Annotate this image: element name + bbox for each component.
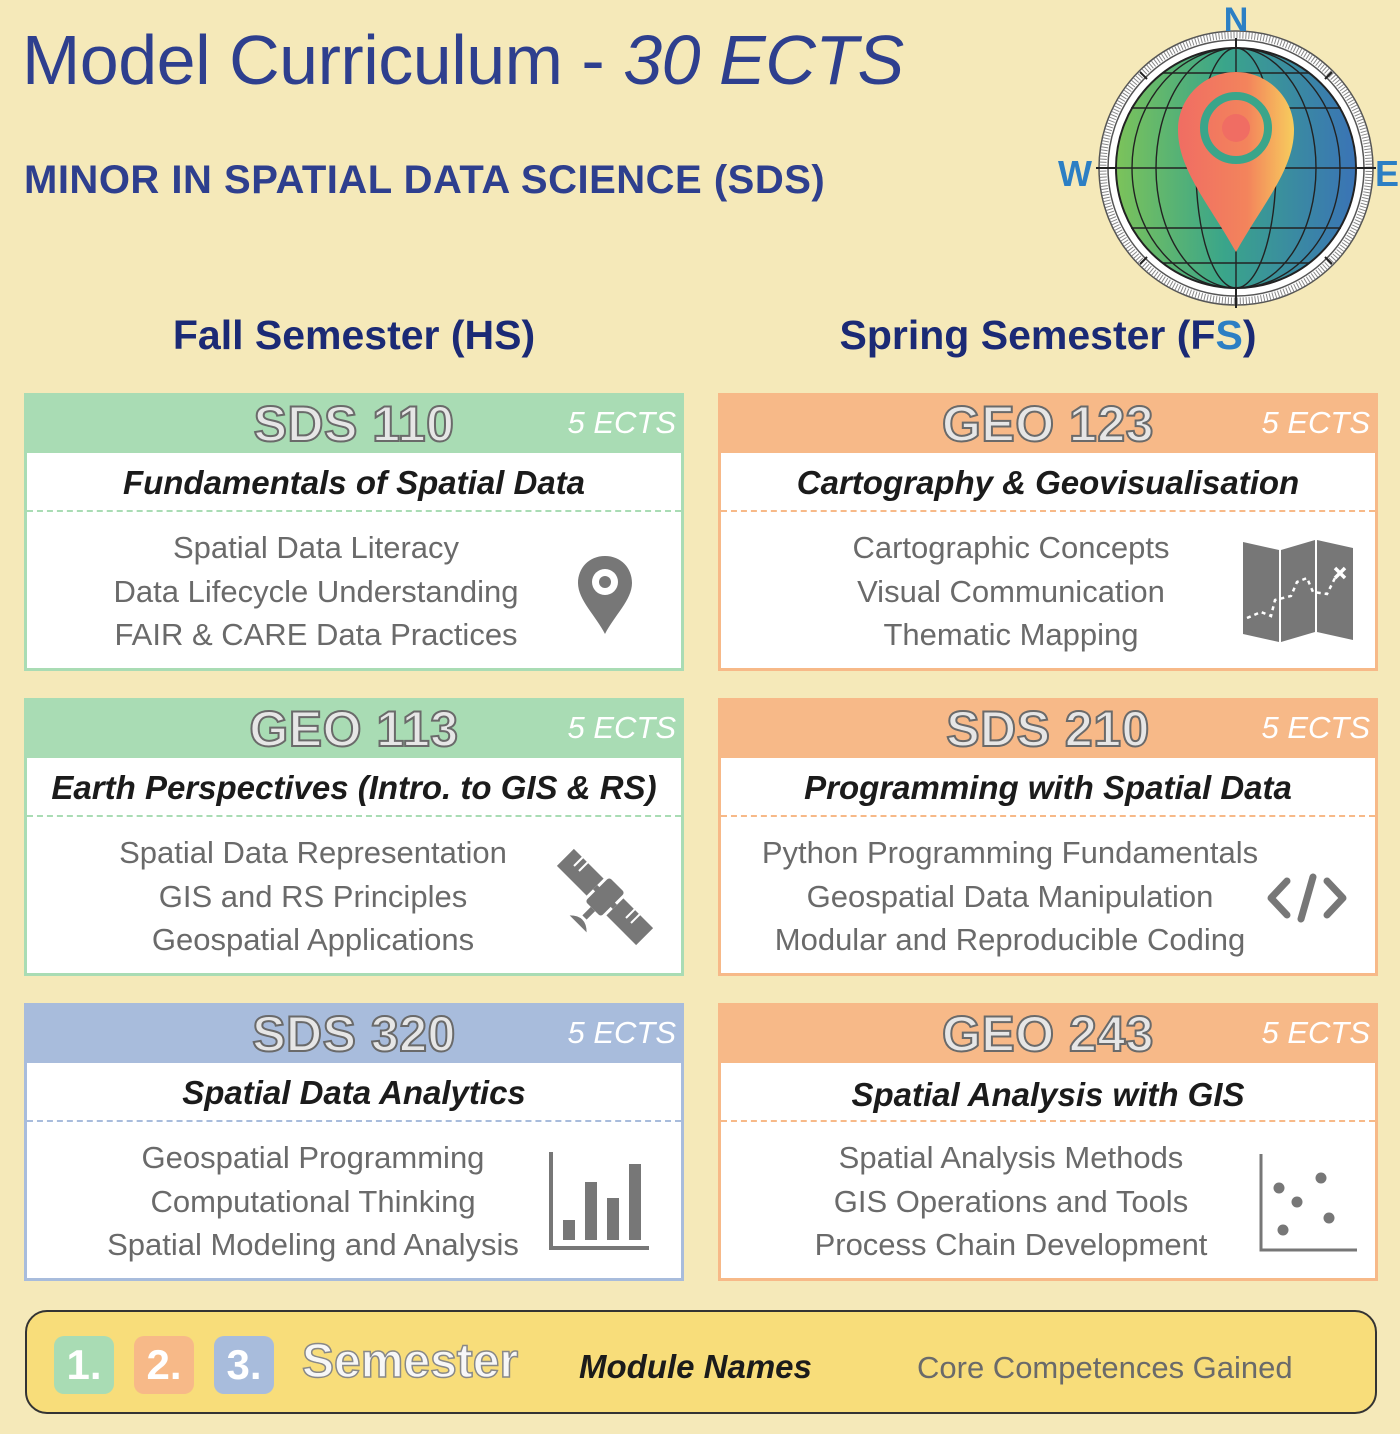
module-header (718, 698, 1378, 758)
legend-semester-label: Semester (302, 1335, 519, 1388)
module-code: GEO 123 (942, 396, 1154, 452)
competence-item: Spatial Analysis Methods (838, 1140, 1184, 1175)
module-name: Earth Perspectives (Intro. to GIS & RS) (51, 769, 657, 806)
competence-item: Spatial Data Representation (119, 835, 507, 870)
module-name: Spatial Data Analytics (182, 1074, 526, 1111)
competence-item: Spatial Modeling and Analysis (107, 1227, 519, 1262)
compass-north-label: N (1223, 1, 1249, 39)
competence-item: Geospatial Applications (151, 922, 475, 957)
module-code: GEO 113 (249, 701, 459, 757)
compass-globe-icon (1050, 0, 1400, 310)
legend-semester-2-badge: 2. (134, 1336, 194, 1394)
competence-item: Visual Communication (857, 573, 1165, 609)
competence-item: Geospatial Programming (141, 1140, 485, 1175)
competence-item: Spatial Data Literacy (172, 530, 460, 565)
competence-item: GIS Operations and Tools (833, 1183, 1189, 1219)
competence-list (721, 526, 1301, 657)
competence-item: Modular and Reproducible Coding (774, 922, 1246, 957)
module-header (24, 393, 684, 453)
legend-competences-label: Core Competences Gained (917, 1350, 1293, 1385)
fall-semester-heading: Fall Semester (HS) (172, 312, 536, 358)
module-code: SDS 210 (946, 701, 1150, 757)
scatter-plot-icon (1255, 1152, 1359, 1256)
competence-item: Geospatial Data Manipulation (806, 878, 1214, 914)
module-header (718, 1003, 1378, 1063)
module-ects: 5 ECTS (567, 405, 676, 440)
module-card-geo243 (718, 1003, 1378, 1281)
module-ects: 5 ECTS (1261, 405, 1370, 440)
module-name: Fundamentals of Spatial Data (122, 464, 586, 501)
module-ects: 5 ECTS (1261, 710, 1370, 745)
compass-west-label: W (1058, 153, 1092, 194)
competence-item: Computational Thinking (150, 1183, 476, 1219)
module-name: Cartography & Geovisualisation (796, 464, 1300, 501)
competence-item: Data Lifecycle Understanding (113, 573, 519, 609)
module-code: GEO 243 (942, 1006, 1154, 1062)
module-name: Programming with Spatial Data (804, 769, 1292, 806)
competence-item: FAIR & CARE Data Practices (114, 617, 518, 652)
page-title: Model Curriculum - 30 ECTS (22, 21, 904, 99)
module-ects: 5 ECTS (567, 710, 676, 745)
module-code: SDS 320 (252, 1006, 456, 1062)
legend-module-names-label: Module Names (579, 1348, 812, 1385)
map-pin-icon (575, 554, 635, 636)
module-card-geo123 (718, 393, 1378, 671)
divider (27, 815, 681, 817)
competence-list (721, 1136, 1301, 1267)
module-ects: 5 ECTS (1261, 1015, 1370, 1050)
module-name: Spatial Analysis with GIS (851, 1076, 1245, 1113)
competence-item: Cartographic Concepts (852, 530, 1170, 565)
legend (25, 1310, 1377, 1414)
divider (27, 510, 681, 512)
code-icon (1265, 873, 1349, 923)
module-card-sds320 (24, 1003, 684, 1281)
legend-semester-3-badge: 3. (214, 1336, 274, 1394)
module-header (718, 393, 1378, 453)
module-card-geo113 (24, 698, 684, 976)
page-subtitle: MINOR IN SPATIAL DATA SCIENCE (SDS) (24, 158, 826, 202)
satellite-icon (555, 847, 655, 947)
folded-map-icon (1241, 538, 1357, 644)
bar-chart-icon (545, 1148, 651, 1254)
competence-list (721, 831, 1299, 962)
competence-list (27, 526, 605, 657)
competence-list (27, 1136, 599, 1267)
divider (721, 815, 1375, 817)
competence-item: GIS and RS Principles (158, 878, 468, 914)
competence-item: Thematic Mapping (883, 617, 1139, 652)
competence-item: Python Programming Fundamentals (761, 835, 1259, 870)
divider (27, 1120, 681, 1122)
competence-list (27, 831, 599, 962)
divider (721, 510, 1375, 512)
module-ects: 5 ECTS (567, 1015, 676, 1050)
spring-semester-heading: Spring Semester (FS) (839, 312, 1257, 358)
module-header (24, 698, 684, 758)
module-card-sds210 (718, 698, 1378, 976)
competence-item: Process Chain Development (814, 1227, 1208, 1262)
module-header (24, 1003, 684, 1063)
divider (721, 1120, 1375, 1122)
module-code: SDS 110 (253, 396, 455, 452)
compass-east-label: E (1374, 153, 1400, 194)
module-card-sds110 (24, 393, 684, 671)
legend-semester-1-badge: 1. (54, 1336, 114, 1394)
